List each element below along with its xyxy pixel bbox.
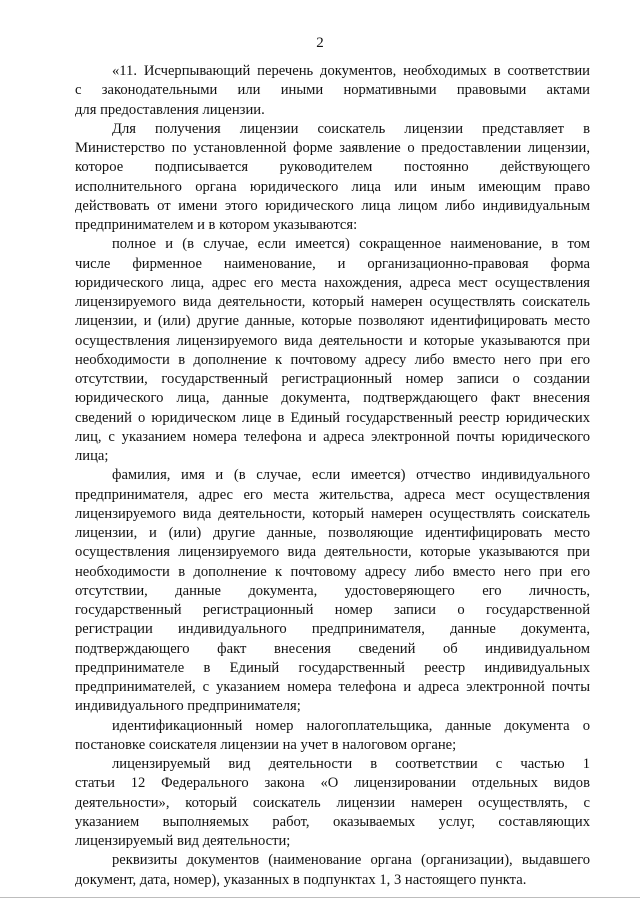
text-line: лицензируемого вида деятельности, который намерен осуществлять соискатель — [75, 294, 590, 310]
text-line: регистрации индивидуального предпринимателя, данные документа, — [75, 621, 590, 638]
text-line: лицензии, и (или) другие данные, позволяющие идентифицировать место — [75, 525, 590, 541]
text-line: числе фирменное наименование, и организационно-правовая форма — [75, 255, 590, 272]
page-bottom-edge — [0, 897, 640, 898]
text-line: для предоставления лицензии. — [75, 101, 265, 118]
text-line: лица; — [75, 448, 109, 464]
text-line: лиц, с указанием номера телефона и адреса электронной почты юридического — [75, 428, 590, 445]
text-line: лицензии, и (или) другие данные, которые позволяют идентифицировать место — [75, 313, 590, 330]
text-line: деятельности», который соискатель лицензии намерен осуществлять, с — [75, 794, 590, 811]
text-line: лицензируемый вид деятельности в соответствии с частью 1 — [112, 756, 590, 772]
text-line: осуществления лицензируемого вида деятельности, которые указываются при — [75, 544, 590, 561]
text-line: исполнительного органа юридического лица или иным имеющим право — [75, 178, 590, 195]
text-line: с законодательными или иными нормативными правовыми актами — [75, 82, 590, 99]
text-line: Для получения лицензии соискатель лицензии представляет в — [112, 120, 590, 137]
text-line: действовать от имени этого юридического лица лицом либо индивидуальным — [75, 197, 590, 214]
text-line: предпринимателей, с указанием номера телефона и адреса электронной почты — [75, 679, 590, 695]
text-line: реквизиты документов (наименование органа (организации), выдавшего — [112, 852, 590, 869]
text-line: необходимости в дополнение к почтовому адресу либо вместо него при его — [75, 351, 590, 368]
document-body — [75, 62, 590, 890]
text-line: предпринимателем и в котором указываются: — [75, 217, 358, 233]
text-line: идентификационный номер налогоплательщика, данные документа о — [112, 717, 590, 734]
text-line: осуществления лицензируемого вида деятельности и которые указываются при — [75, 332, 590, 349]
text-line: необходимости в дополнение к почтовому адресу либо вместо него при его — [75, 563, 590, 580]
text-line: фамилия, имя и (в случае, если имеется) отчество индивидуального — [112, 467, 590, 484]
page-number: 2 — [316, 35, 324, 51]
text-line: «11. Исчерпывающий перечень документов, необходимых в соответствии — [112, 63, 590, 79]
text-line: статьи 12 Федерального закона «О лицензировании отдельных видов — [75, 775, 590, 792]
text-line: индивидуального предпринимателя; — [75, 698, 301, 715]
text-line: указанием выполняемых работ, оказываемых услуг, составляющих — [75, 813, 590, 830]
text-line: юридического лица, адрес его места нахождения, адреса мест осуществления — [75, 274, 590, 291]
text-line: лицензируемого вида деятельности, который намерен осуществлять соискатель — [75, 505, 590, 522]
text-line: предпринимателя, адрес его места жительства, адреса мест осуществления — [75, 486, 590, 503]
text-line: отсутствии, данные документа, удостоверяющего его личность, — [75, 582, 590, 599]
text-line: отсутствии, государственный регистрационный номер записи о создании — [75, 371, 590, 387]
text-line: государственный регистрационный номер записи о государственной — [75, 602, 590, 618]
text-line: постановке соискателя лицензии на учет в налоговом органе; — [75, 736, 457, 753]
text-line: документ, дата, номер), указанных в подпунктах 1, 3 настоящего пункта. — [75, 871, 527, 888]
text-line: предпринимателе в Единый государственный реестр индивидуальных — [75, 659, 590, 676]
text-line: Министерство по установленной форме заявление о предоставлении лицензии, — [75, 140, 590, 156]
text-line: полное и (в случае, если имеется) сокращенное наименование, в том — [112, 236, 590, 253]
text-line: лицензируемый вид деятельности; — [75, 833, 291, 849]
text-line: которое подписывается руководителем постоянно действующего — [75, 159, 590, 176]
text-line: юридического лица, данные документа, подтверждающего факт внесения — [75, 390, 590, 407]
text-line: сведений о юридическом лице в Единый государственный реестр юридических — [75, 409, 590, 426]
text-line: подтверждающего факт внесения сведений об индивидуальном — [75, 640, 590, 657]
